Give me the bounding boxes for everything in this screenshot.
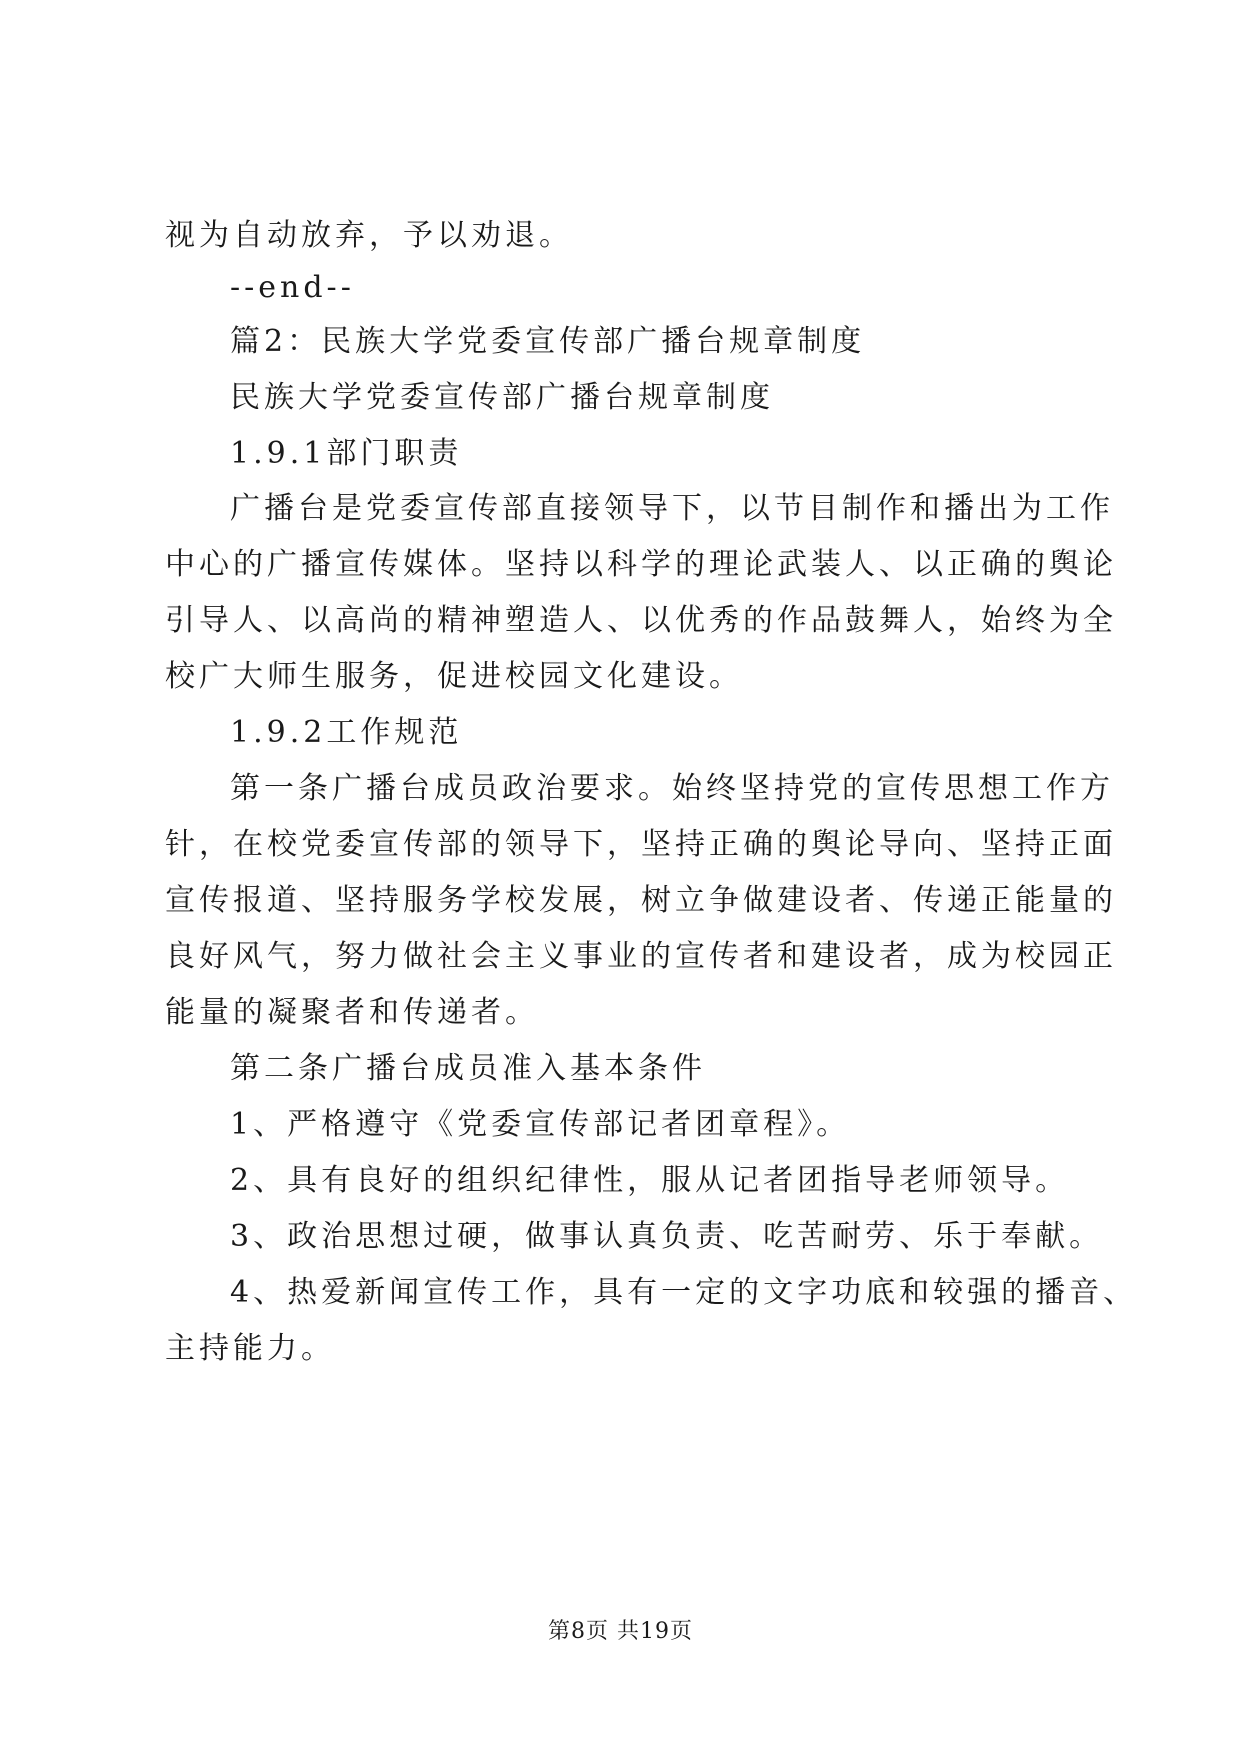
paragraph-line: 宣传报道、坚持服务学校发展，树立争做建设者、传递正能量的 (165, 883, 1117, 918)
paragraph-line: 广播台是党委宣传部直接领导下，以节目制作和播出为工作 (230, 491, 1114, 526)
list-item: 4、热爱新闻宣传工作，具有一定的文字功底和较强的播音、 (230, 1275, 1138, 1310)
paragraph-line: 良好风气，努力做社会主义事业的宣传者和建设者，成为校园正 (165, 939, 1117, 974)
paragraph-line: 能量的凝聚者和传递者。 (165, 995, 539, 1030)
list-item: 1、严格遵守《党委宣传部记者团章程》。 (230, 1107, 851, 1142)
paragraph-line: 第一条广播台成员政治要求。始终坚持党的宣传思想工作方 (230, 771, 1114, 806)
paragraph-line: 校广大师生服务，促进校园文化建设。 (165, 659, 743, 694)
page-number-footer: 第8页 共19页 (548, 1619, 693, 1644)
document-title: 民族大学党委宣传部广播台规章制度 (230, 380, 774, 415)
list-item: 3、政治思想过硬，做事认真负责、吃苦耐劳、乐于奉献。 (230, 1219, 1104, 1254)
subsection-heading: 1.9.1部门职责 (230, 436, 463, 471)
paragraph-line: 视为自动放弃，予以劝退。 (165, 218, 573, 253)
list-item: 2、具有良好的组织纪律性，服从记者团指导老师领导。 (230, 1163, 1070, 1198)
paragraph-line: 中心的广播宣传媒体。坚持以科学的理论武装人、以正确的舆论 (165, 547, 1117, 582)
list-item-continuation: 主持能力。 (165, 1331, 335, 1366)
paragraph-line: 第二条广播台成员准入基本条件 (230, 1051, 706, 1086)
paragraph-line: 引导人、以高尚的精神塑造人、以优秀的作品鼓舞人，始终为全 (165, 603, 1117, 638)
end-marker: --end-- (230, 270, 355, 305)
section-heading: 篇2：民族大学党委宣传部广播台规章制度 (230, 324, 866, 359)
subsection-heading: 1.9.2工作规范 (230, 715, 463, 750)
paragraph-line: 针，在校党委宣传部的领导下，坚持正确的舆论导向、坚持正面 (165, 827, 1117, 862)
